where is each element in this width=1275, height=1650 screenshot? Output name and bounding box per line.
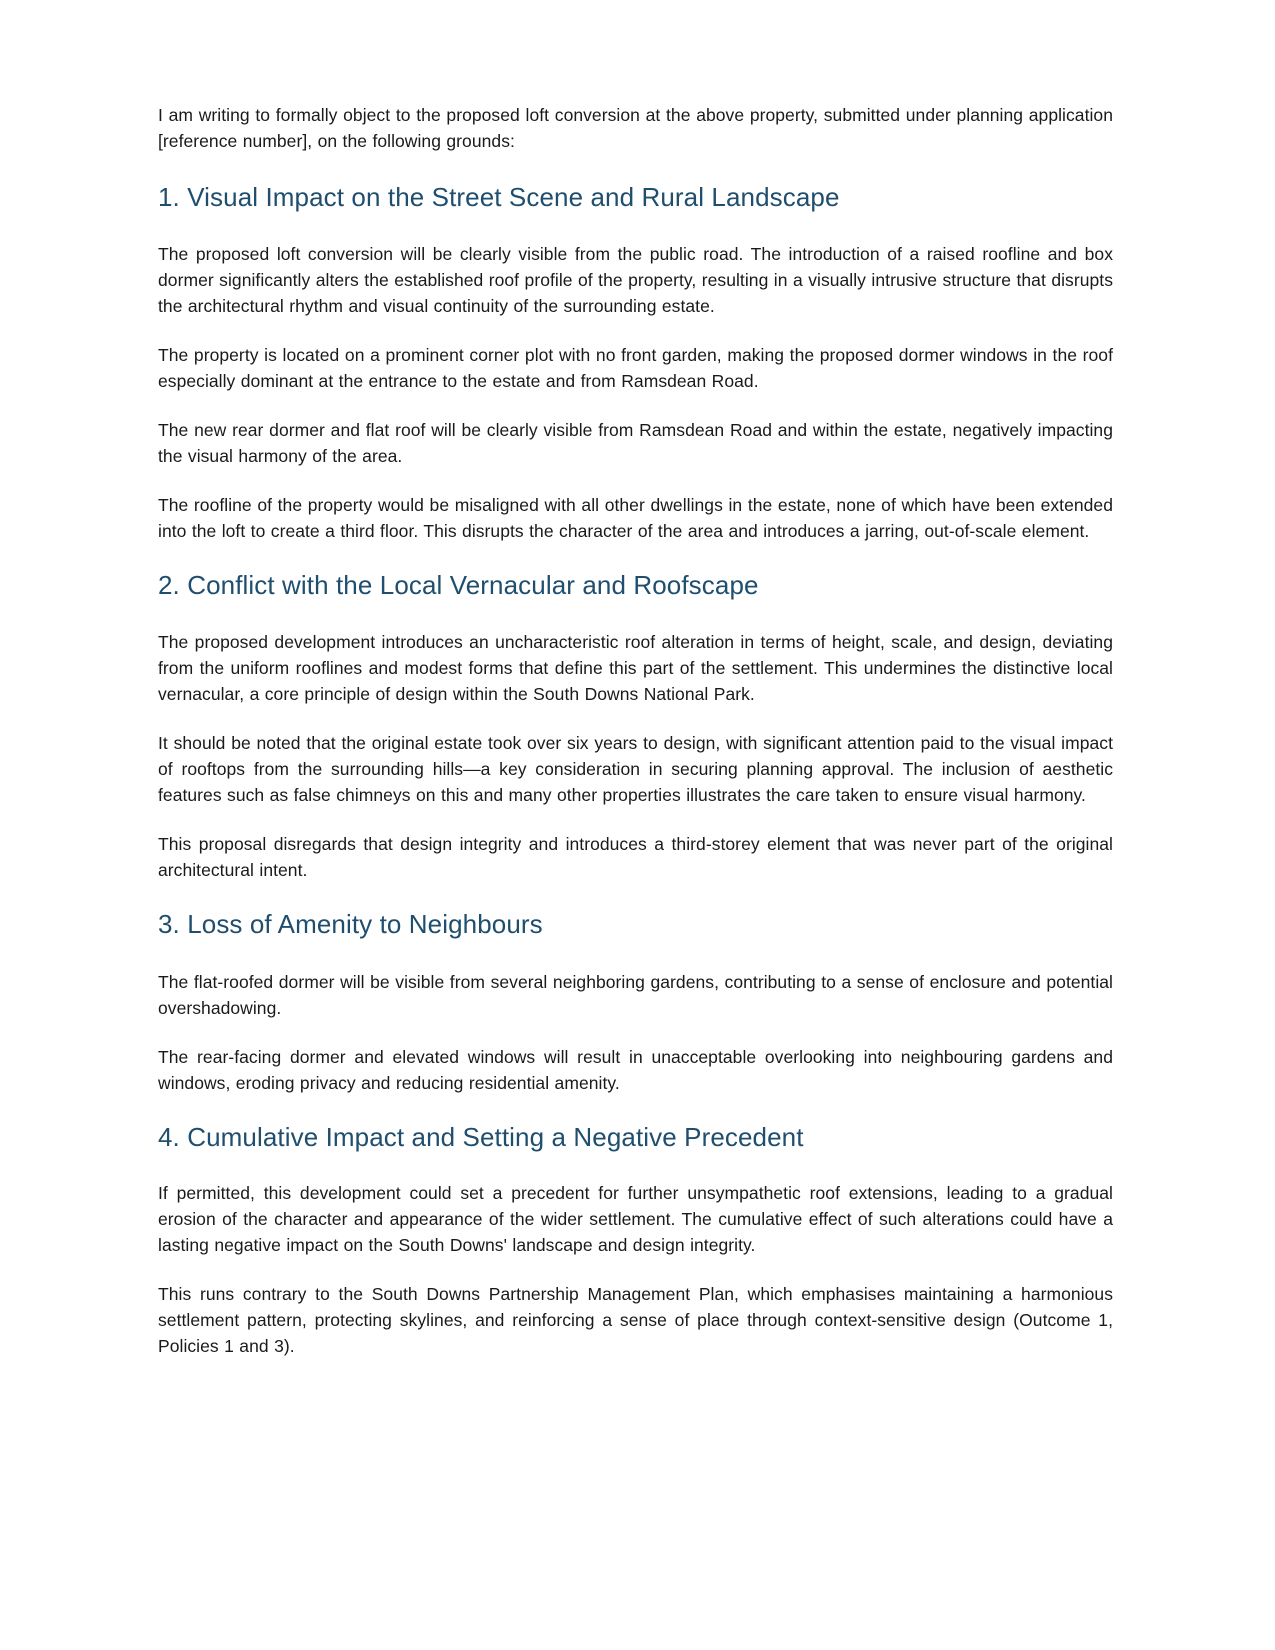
paragraph: The property is located on a prominent corner plot with no front garden, making the proposed dormer windows in the roof especially dominant at the entrance to the estate and from Ramsdean Road. (158, 345, 1113, 391)
section-heading: 2. Conflict with the Local Vernacular and Roofscape (158, 570, 759, 600)
paragraph: This proposal disregards that design integrity and introduces a third-storey element that was never part of the original architectural intent. (158, 834, 1113, 880)
paragraph: If permitted, this development could set a precedent for further unsympathetic roof extensions, leading to a gradual erosion of the character and appearance of the wider settlement. The cumulative effect of such alterations could have a lasting negative impact on the South Downs' landscape and design integrity. (158, 1183, 1113, 1255)
section-heading: 1. Visual Impact on the Street Scene and Rural Landscape (158, 182, 840, 212)
paragraph: The rear-facing dormer and elevated windows will result in unacceptable overlooking into neighbouring gardens and windows, eroding privacy and reducing residential amenity. (158, 1047, 1113, 1093)
paragraph: This runs contrary to the South Downs Partnership Management Plan, which emphasises maintaining a harmonious settlement pattern, protecting skylines, and reinforcing a sense of place through context-sensitive design (Outcome 1, Policies 1 and 3). (158, 1284, 1113, 1356)
section-loss-of-amenity (158, 907, 1113, 1096)
paragraph: The new rear dormer and flat roof will be clearly visible from Ramsdean Road and within the estate, negatively impacting the visual harmony of the area. (158, 420, 1113, 466)
paragraph: The flat-roofed dormer will be visible from several neighboring gardens, contributing to a sense of enclosure and potential overshadowing. (158, 972, 1113, 1018)
section-heading: 3. Loss of Amenity to Neighbours (158, 909, 543, 939)
section-local-vernacular (158, 568, 1113, 883)
paragraph: The proposed loft conversion will be clearly visible from the public road. The introduction of a raised roofline and box dormer significantly alters the established roof profile of the property, resulting in a visually intrusive structure that disrupts the architectural rhythm and visual continuity of the surrounding estate. (158, 244, 1113, 316)
section-cumulative-impact (158, 1120, 1113, 1359)
paragraph: It should be noted that the original estate took over six years to design, with significant attention paid to the visual impact of rooftops from the surrounding hills—a key consideration in securing planning approval. The inclusion of aesthetic features such as false chimneys on this and many other properties illustrates the care taken to ensure visual harmony. (158, 733, 1113, 805)
section-heading: 4. Cumulative Impact and Setting a Negative Precedent (158, 1122, 804, 1152)
paragraph: The roofline of the property would be misaligned with all other dwellings in the estate, none of which have been extended into the loft to create a third floor. This disrupts the character of the area and introduces a jarring, out-of-scale element. (158, 495, 1113, 541)
section-visual-impact (158, 180, 1113, 544)
letter-body (158, 102, 1113, 1383)
paragraph: The proposed development introduces an uncharacteristic roof alteration in terms of height, scale, and design, deviating from the uniform rooflines and modest forms that define this part of the settlement. This undermines the distinctive local vernacular, a core principle of design within the South Downs National Park. (158, 632, 1113, 704)
intro-paragraph: I am writing to formally object to the proposed loft conversion at the above property, submitted under planning application [reference number], on the following grounds: (158, 105, 1113, 151)
